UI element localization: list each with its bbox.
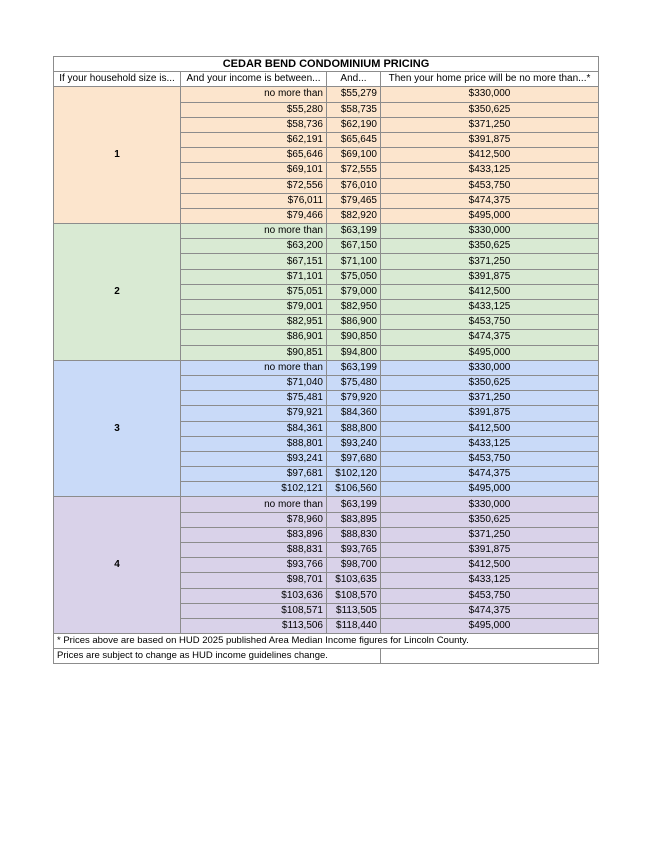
home-price-cell: $412,500 (381, 558, 599, 573)
income-to-cell: $55,279 (327, 87, 381, 102)
home-price-cell: $495,000 (381, 618, 599, 633)
income-from-cell: $108,571 (181, 603, 327, 618)
home-price-cell: $371,250 (381, 527, 599, 542)
income-to-cell: $88,800 (327, 421, 381, 436)
income-from-cell: $65,646 (181, 148, 327, 163)
income-from-cell: $86,901 (181, 330, 327, 345)
income-to-cell: $102,120 (327, 467, 381, 482)
household-size-cell: 2 (54, 224, 181, 361)
income-from-cell: $88,831 (181, 543, 327, 558)
note-row-hud (54, 634, 599, 649)
income-to-cell: $63,199 (327, 360, 381, 375)
income-to-cell: $90,850 (327, 330, 381, 345)
home-price-cell: $350,625 (381, 375, 599, 390)
pricing-body (54, 87, 599, 634)
income-from-cell: $97,681 (181, 467, 327, 482)
income-from-cell: $78,960 (181, 512, 327, 527)
income-from-cell: $93,241 (181, 451, 327, 466)
income-to-cell: $94,800 (327, 345, 381, 360)
header-income-to: And... (327, 72, 381, 87)
income-to-cell: $97,680 (327, 451, 381, 466)
income-from-cell: $62,191 (181, 132, 327, 147)
income-to-cell: $98,700 (327, 558, 381, 573)
home-price-cell: $330,000 (381, 224, 599, 239)
income-to-cell: $63,199 (327, 497, 381, 512)
home-price-cell: $453,750 (381, 451, 599, 466)
income-from-cell: $76,011 (181, 193, 327, 208)
home-price-cell: $433,125 (381, 573, 599, 588)
income-to-cell: $63,199 (327, 224, 381, 239)
income-to-cell: $67,150 (327, 239, 381, 254)
home-price-cell: $350,625 (381, 102, 599, 117)
income-to-cell: $103,635 (327, 573, 381, 588)
income-from-cell: $79,921 (181, 406, 327, 421)
page-title: CEDAR BEND CONDOMINIUM PRICING (54, 57, 599, 72)
income-to-cell: $84,360 (327, 406, 381, 421)
income-from-cell: $75,051 (181, 284, 327, 299)
income-from-cell: $102,121 (181, 482, 327, 497)
table-row (54, 87, 599, 102)
income-from-cell: $72,556 (181, 178, 327, 193)
income-from-cell: $63,200 (181, 239, 327, 254)
income-from-cell: $103,636 (181, 588, 327, 603)
home-price-cell: $391,875 (381, 406, 599, 421)
home-price-cell: $330,000 (381, 360, 599, 375)
table-row (54, 224, 599, 239)
income-from-cell: no more than (181, 224, 327, 239)
income-to-cell: $118,440 (327, 618, 381, 633)
income-from-cell: no more than (181, 87, 327, 102)
home-price-cell: $391,875 (381, 543, 599, 558)
income-from-cell: $90,851 (181, 345, 327, 360)
income-from-cell: $79,466 (181, 208, 327, 223)
income-to-cell: $75,050 (327, 269, 381, 284)
income-from-cell: $71,040 (181, 375, 327, 390)
home-price-cell: $391,875 (381, 269, 599, 284)
income-from-cell: $58,736 (181, 117, 327, 132)
income-to-cell: $93,765 (327, 543, 381, 558)
home-price-cell: $350,625 (381, 239, 599, 254)
household-size-cell: 3 (54, 360, 181, 497)
home-price-cell: $371,250 (381, 391, 599, 406)
income-to-cell: $58,735 (327, 102, 381, 117)
income-to-cell: $82,950 (327, 300, 381, 315)
home-price-cell: $453,750 (381, 588, 599, 603)
header-household-size: If your household size is... (54, 72, 181, 87)
income-from-cell: $84,361 (181, 421, 327, 436)
home-price-cell: $474,375 (381, 330, 599, 345)
income-from-cell: $71,101 (181, 269, 327, 284)
income-to-cell: $113,505 (327, 603, 381, 618)
income-to-cell: $79,465 (327, 193, 381, 208)
home-price-cell: $433,125 (381, 163, 599, 178)
income-from-cell: $98,701 (181, 573, 327, 588)
income-from-cell: no more than (181, 497, 327, 512)
income-to-cell: $72,555 (327, 163, 381, 178)
home-price-cell: $495,000 (381, 345, 599, 360)
home-price-cell: $371,250 (381, 254, 599, 269)
income-from-cell: $82,951 (181, 315, 327, 330)
income-to-cell: $82,920 (327, 208, 381, 223)
table-row (54, 497, 599, 512)
income-from-cell: $75,481 (181, 391, 327, 406)
income-from-cell: $88,801 (181, 436, 327, 451)
income-to-cell: $108,570 (327, 588, 381, 603)
note-empty-cell (381, 649, 599, 664)
home-price-cell: $412,500 (381, 148, 599, 163)
income-to-cell: $79,920 (327, 391, 381, 406)
income-from-cell: $93,766 (181, 558, 327, 573)
home-price-cell: $474,375 (381, 193, 599, 208)
income-from-cell: $69,101 (181, 163, 327, 178)
home-price-cell: $495,000 (381, 482, 599, 497)
income-to-cell: $76,010 (327, 178, 381, 193)
income-from-cell: $55,280 (181, 102, 327, 117)
home-price-cell: $371,250 (381, 117, 599, 132)
home-price-cell: $433,125 (381, 300, 599, 315)
home-price-cell: $453,750 (381, 315, 599, 330)
header-row (54, 72, 599, 87)
income-from-cell: $79,001 (181, 300, 327, 315)
pricing-sheet (53, 56, 598, 664)
income-from-cell: $113,506 (181, 618, 327, 633)
home-price-cell: $350,625 (381, 512, 599, 527)
income-to-cell: $62,190 (327, 117, 381, 132)
income-from-cell: $83,896 (181, 527, 327, 542)
income-to-cell: $88,830 (327, 527, 381, 542)
table-row (54, 360, 599, 375)
household-size-cell: 4 (54, 497, 181, 634)
income-to-cell: $83,895 (327, 512, 381, 527)
home-price-cell: $391,875 (381, 132, 599, 147)
home-price-cell: $474,375 (381, 467, 599, 482)
home-price-cell: $412,500 (381, 284, 599, 299)
income-to-cell: $86,900 (327, 315, 381, 330)
home-price-cell: $433,125 (381, 436, 599, 451)
income-from-cell: $67,151 (181, 254, 327, 269)
home-price-cell: $453,750 (381, 178, 599, 193)
home-price-cell: $330,000 (381, 497, 599, 512)
income-to-cell: $69,100 (327, 148, 381, 163)
home-price-cell: $474,375 (381, 603, 599, 618)
income-from-cell: no more than (181, 360, 327, 375)
note-row-change (54, 649, 599, 664)
income-to-cell: $65,645 (327, 132, 381, 147)
header-income-from: And your income is between... (181, 72, 327, 87)
income-to-cell: $106,560 (327, 482, 381, 497)
title-row (54, 57, 599, 72)
income-to-cell: $79,000 (327, 284, 381, 299)
home-price-cell: $412,500 (381, 421, 599, 436)
home-price-cell: $330,000 (381, 87, 599, 102)
home-price-cell: $495,000 (381, 208, 599, 223)
income-to-cell: $93,240 (327, 436, 381, 451)
pricing-table (53, 56, 599, 664)
income-to-cell: $71,100 (327, 254, 381, 269)
income-to-cell: $75,480 (327, 375, 381, 390)
hud-basis-note: * Prices above are based on HUD 2025 published Area Median Income figures for Lincoln County. (54, 634, 599, 649)
household-size-cell: 1 (54, 87, 181, 224)
header-home-price: Then your home price will be no more than...* (381, 72, 599, 87)
price-change-note: Prices are subject to change as HUD income guidelines change. (54, 649, 381, 664)
